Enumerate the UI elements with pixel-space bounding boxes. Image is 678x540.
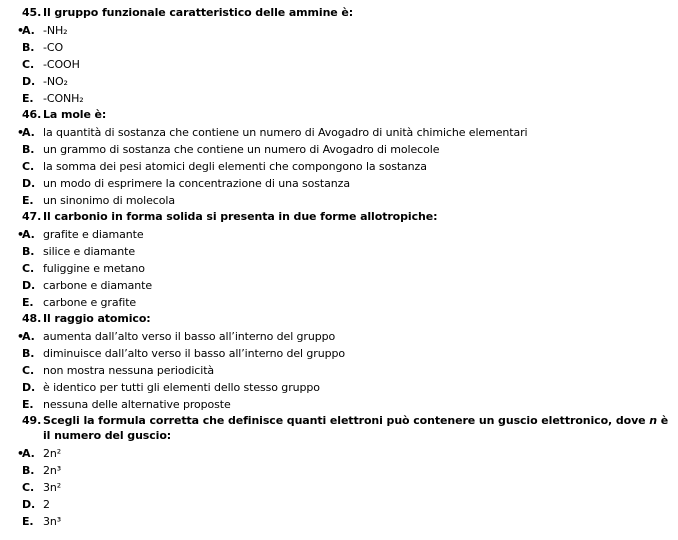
option-text: -NH₂ [43,24,68,37]
answer-option [22,158,670,175]
answer-option [22,345,670,362]
answer-option [22,260,670,277]
option-letter-text: E. [22,92,34,105]
option-letter [22,73,43,90]
option-letter-text: A. [22,126,35,139]
option-letter [22,175,43,192]
correct-answer-bullet: • [17,126,24,139]
option-letter-text: E. [22,296,34,309]
option-letter [22,39,43,56]
option-text: 2n³ [43,464,62,477]
answer-option [22,90,670,107]
option-letter-text: C. [22,262,35,275]
answer-option [17,124,670,141]
answer-option [22,379,670,396]
answer-option [22,192,670,209]
question-text: Il raggio atomico: [43,312,151,325]
correct-answer-bullet: • [17,447,24,460]
option-letter-text: B. [22,464,35,477]
option-letter-text: D. [22,381,36,394]
option-text: -CONH₂ [43,92,84,105]
answer-option [22,462,670,479]
option-text: 3n² [43,481,62,494]
option-text: grafite e diamante [43,228,144,241]
option-text: nessuna delle alternative proposte [43,398,231,411]
option-text: fuliggine e metano [43,262,145,275]
option-letter-text: A. [22,330,35,343]
option-list [17,328,670,413]
question-heading [22,5,670,20]
answer-option [22,39,670,56]
option-letter-text: D. [22,279,36,292]
option-letter [17,328,43,345]
option-text: -NO₂ [43,75,68,88]
option-letter [22,158,43,175]
answer-option [22,56,670,73]
option-letter-text: A. [22,228,35,241]
option-letter [17,226,43,243]
answer-option [17,445,670,462]
question-text: Il gruppo funzionale caratteristico delle ammine è: [43,6,354,19]
option-text: 3n³ [43,515,62,528]
answer-option [22,479,670,496]
answer-option [22,73,670,90]
option-letter [22,277,43,294]
option-letter-text: C. [22,481,35,494]
answer-option [22,141,670,158]
answer-option [22,362,670,379]
answer-option [22,396,670,413]
option-letter [22,90,43,107]
option-letter-text: B. [22,347,35,360]
correct-answer-bullet: • [17,228,24,241]
option-letter [22,462,43,479]
option-letter [22,260,43,277]
option-letter-text: B. [22,143,35,156]
option-letter [22,243,43,260]
option-letter [22,362,43,379]
option-list [17,226,670,311]
question-heading [22,311,670,326]
question-text: Il carbonio in forma solida si presenta in due forme allotropiche: [43,210,438,223]
question-number: 46. [22,108,42,121]
option-letter [22,56,43,73]
option-letter [22,345,43,362]
option-letter [17,22,43,39]
option-text: 2n² [43,447,62,460]
option-text: un sinonimo di molecola [43,194,175,207]
option-letter [17,445,43,462]
question-list [17,5,670,530]
question-text: La mole è: [43,108,107,121]
option-letter-text: A. [22,24,35,37]
answer-option [22,513,670,530]
option-text: -COOH [43,58,80,71]
option-letter-text: C. [22,364,35,377]
answer-option [17,226,670,243]
answer-option [22,294,670,311]
option-text: silice e diamante [43,245,136,258]
question-number: 47. [22,210,42,223]
option-letter-text: B. [22,41,35,54]
option-letter-text: D. [22,498,36,511]
answer-option [22,175,670,192]
option-letter [22,496,43,513]
option-list [17,124,670,209]
option-text: un grammo di sostanza che contiene un numero di Avogadro di molecole [43,143,440,156]
answer-option [17,22,670,39]
option-letter [22,379,43,396]
option-text: 2 [43,498,50,511]
option-letter-text: E. [22,398,34,411]
answer-option [22,243,670,260]
option-text: non mostra nessuna periodicità [43,364,215,377]
answer-option [17,328,670,345]
option-text: carbone e grafite [43,296,137,309]
option-letter-text: C. [22,58,35,71]
option-letter-text: E. [22,515,34,528]
answer-option [22,277,670,294]
question-number: 45. [22,6,42,19]
option-letter-text: A. [22,447,35,460]
option-letter [22,396,43,413]
option-letter-text: C. [22,160,35,173]
option-text: diminuisce dall’alto verso il basso all’interno del gruppo [43,347,345,360]
question-block [17,413,670,530]
question-block [17,209,670,311]
option-text: la somma dei pesi atomici degli elementi che compongono la sostanza [43,160,427,173]
option-text: aumenta dall’alto verso il basso all’interno del gruppo [43,330,336,343]
option-letter [22,141,43,158]
option-text: la quantità di sostanza che contiene un numero di Avogadro di unità chimiche elementari [43,126,528,139]
answer-option [22,496,670,513]
question-text: Scegli la formula corretta che definisce quanti elettroni può contenere un guscio elettronico, dove n è il numero del guscio: [43,414,669,442]
option-letter [22,294,43,311]
question-heading [22,107,670,122]
option-letter-text: B. [22,245,35,258]
option-letter [22,192,43,209]
option-list [17,445,670,530]
question-block [17,5,670,107]
question-number: 49. [22,414,42,427]
question-block [17,311,670,413]
option-text: un modo di esprimere la concentrazione di una sostanza [43,177,350,190]
option-letter [22,479,43,496]
question-heading [22,413,670,443]
question-heading [22,209,670,224]
option-letter-text: D. [22,75,36,88]
option-letter [22,513,43,530]
option-list [17,22,670,107]
question-block [17,107,670,209]
correct-answer-bullet: • [17,330,24,343]
option-text: -CO [43,41,64,54]
option-letter-text: D. [22,177,36,190]
correct-answer-bullet: • [17,24,24,37]
option-text: è identico per tutti gli elementi dello stesso gruppo [43,381,320,394]
option-text: carbone e diamante [43,279,153,292]
option-letter [17,124,43,141]
option-letter-text: E. [22,194,34,207]
question-number: 48. [22,312,42,325]
